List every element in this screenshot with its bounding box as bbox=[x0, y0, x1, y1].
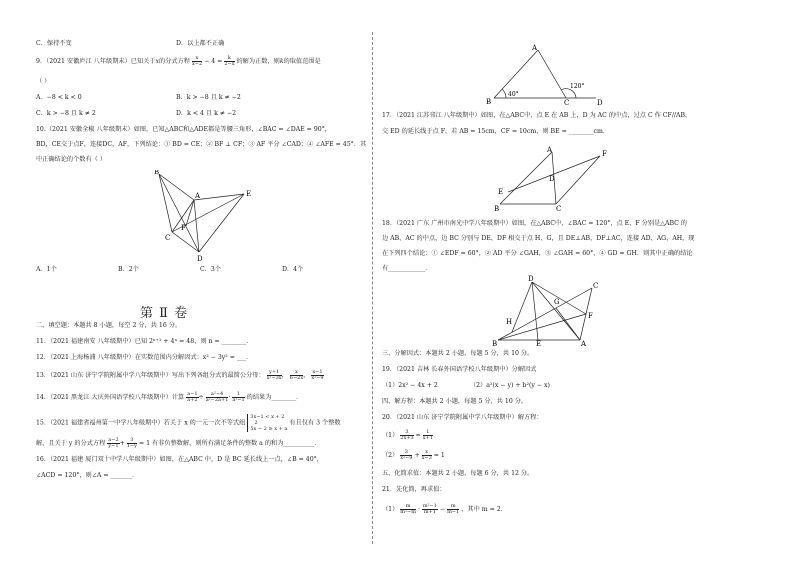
column-divider bbox=[372, 32, 373, 544]
q10-label-b: B bbox=[154, 170, 160, 176]
q10-option-d: D．4个 bbox=[282, 266, 304, 273]
q10-label-e: E bbox=[246, 190, 252, 198]
question-11: 11．（2021 福建南安 八年级期中）已知 2ⁿ⁺¹ + 4ⁿ = 48，则 n = ________． bbox=[36, 338, 253, 345]
fig16-angle-b: 40° bbox=[508, 91, 519, 98]
q18-line-2: 边 AB、AC 的中点，边 BC 分别与 DE、DF 相交于点 H、G，且 DE⊥AB，DF⊥AC，连接 AD、AG、AH，现 bbox=[382, 235, 695, 242]
part4-heading: 四、解方程：本题共 2 小题，每题 5 分，共 10 分。 bbox=[382, 398, 528, 405]
part3-heading: 三、分解因式：本题共 2 小题，每题 5 分，共 10 分。 bbox=[382, 350, 534, 357]
part5-heading: 五、化简求值：本题共 2 小题，每题 6 分，共 12 分。 bbox=[382, 470, 534, 477]
q8-option-c: C．保持不变 bbox=[36, 40, 72, 47]
q10-label-c: C bbox=[165, 234, 171, 242]
fig16-angle-c: 120° bbox=[570, 83, 585, 90]
q9-option-a: A．−8 < k < 0 bbox=[36, 94, 82, 101]
q10-label-f: F bbox=[181, 224, 186, 232]
q10-line-1: 10.（2021 安徽全椒 八年级期末）如图，已知△ABC和△ADE都是等腰三角形，∠BAC = ∠DAE = 90°， bbox=[36, 126, 331, 133]
q21-part-1: （1） $\frac{m}{\text{m²−m}}$ · $\frac{\text{m²−1}}{m+1}$ − $\frac{m}{m-1}$ ，其中 m = 2． bbox=[382, 503, 507, 515]
q16-figure bbox=[486, 44, 616, 106]
q10-option-c: C．3个 bbox=[200, 266, 222, 273]
fig18-label-d: D bbox=[528, 275, 534, 283]
fig18-label-c: C bbox=[593, 282, 599, 290]
fig17-label-d: D bbox=[549, 175, 555, 183]
q9-fraction-2: $\frac{k}{2-x}$ bbox=[224, 55, 235, 67]
fig18-label-h: H bbox=[506, 318, 513, 326]
fig17-label-b: B bbox=[494, 205, 500, 212]
fig18-label-e: E bbox=[536, 340, 542, 346]
fig16-label-a: A bbox=[532, 44, 538, 52]
q9-answer-blank: （ ） bbox=[36, 78, 51, 85]
fig16-label-c: C bbox=[564, 99, 570, 106]
q10-option-a: A．1个 bbox=[36, 266, 57, 273]
question-20: 20．（2021 山东 济宁学院附属中学八年级期中）解方程： bbox=[382, 414, 543, 421]
q9-option-b: B．k > −8 且 k ≠ −2 bbox=[176, 94, 241, 101]
q17-figure bbox=[492, 146, 612, 212]
q10-label-d: D bbox=[197, 255, 203, 262]
q9-option-c: C．k > −8 且 k ≠ 2 bbox=[36, 110, 96, 117]
question-19: 19．（2021 吉林 长春外国语学校八年级期中）分解因式 bbox=[382, 366, 537, 373]
q9-fraction-1: $\frac{x}{x-2}$ bbox=[191, 55, 203, 67]
section-title: 第 Ⅱ 卷 bbox=[140, 306, 189, 321]
question-12: 12．（2021 上海杨浦 八年级期中）在实数范围内分解因式：x² − 3y² = ___． bbox=[36, 354, 253, 361]
q16-line-1: 16．（2021 福建 厦门双十中学八年级期中）如图，在△ABC 中，D 是 BC 延长线上一点，∠B = 40°， bbox=[36, 456, 323, 463]
q18-line-3: 在下列四个结论：① ∠EDF = 60°，② AD 平分 ∠GAH，③ ∠GAH = 60°，④ GD = GH．则其中正确的结论 bbox=[382, 250, 693, 257]
part2-heading: 二、填空题：本题共 8 小题，每空 2 分，共 16 分。 bbox=[36, 322, 182, 329]
q8-option-d: D．以上都不正确 bbox=[176, 40, 225, 47]
q20-part-2: （2） $\frac{3}{\text{x²−9}}$ + $\frac{x}{x-3}$ = 1 bbox=[382, 449, 445, 461]
fig18-label-f: F bbox=[588, 312, 593, 320]
fig16-label-d: D bbox=[597, 99, 603, 106]
question-15: 15．（2021 福建省福州第一中学八年级期中）若关于 x 的一元一次不等式组 3x−1 < x + 2 2 5x − 2 ≥ x + a 有且仅有 3 个整数 bbox=[36, 414, 341, 432]
q18-figure bbox=[492, 274, 602, 346]
fig18-label-g: G bbox=[554, 298, 560, 306]
q10-figure bbox=[154, 170, 264, 262]
question-13: 13．（2021 山东 济宁学院附属中学八年级期中）写出下列各组分式的最简公分母： $\frac{y+1}{\text{x²−3x}}$ ， $\frac{x}{6-2x}$ ， $\frac{x-1}{\text{x²−9}}$ bbox=[36, 369, 324, 381]
fig17-label-a: A bbox=[547, 146, 553, 154]
question-14: 14．（2021 黑龙江 大庆外国语学校八年级期中）计算 $\frac{a-1}{a+2}$ ÷ $\frac{\text{a²−4}}{\text{a²−2a+1}}$ · $\frac{1}{\text{a²−1}}$ 的结果为________． bbox=[36, 391, 303, 403]
q10-label-a: A bbox=[195, 192, 201, 200]
question-9: 9．（2021 安徽庐江 八年级期末）已知关于x的分式方程 $\frac{x}{x-2}$ − 4 = $\frac{k}{2-x}$ 的解为正数，则k的取值范围是 bbox=[36, 55, 321, 67]
q20-part-1: （1） $\frac{3}{2x+3}$ = $\frac{1}{x+1}$ bbox=[382, 429, 433, 441]
fig17-label-e: E bbox=[498, 188, 504, 196]
q10-option-b: B．2个 bbox=[118, 266, 139, 273]
q17-line-2: 交 ED 的延长线于点 F，若 AB = 15cm，CF = 10cm，则 BE = ________cm． bbox=[382, 128, 609, 135]
q19-part-2: （2）a²(x − y) + b²(y − x) bbox=[470, 382, 550, 389]
q9-option-d: D．k < 4 且 k ≠ −2 bbox=[176, 110, 237, 117]
q18-line-1: 18．（2021 广东 广州市南光中学八年级期中）如图，在△ABC中，∠BAC = 120°，点 E、F 分别是△ABC 的 bbox=[382, 220, 687, 227]
q17-line-1: 17．（2021 江苏邗江 八年级期中）如图，在△ABC中，点 E 在 AB 上，D 为 AC 的中点，过点 C 作 CF//AB， bbox=[382, 112, 692, 119]
fig17-label-f: F bbox=[602, 150, 607, 158]
fig17-label-c: C bbox=[556, 205, 562, 212]
q15-inequality-system: 3x−1 < x + 2 2 5x − 2 ≥ x + a bbox=[247, 414, 287, 432]
q18-line-4: 有____________． bbox=[382, 265, 432, 272]
fig18-label-b: B bbox=[492, 340, 498, 346]
q10-line-3: 中正确结论的个数有（ ） bbox=[36, 156, 107, 163]
question-15-line-2: 解，且关于 y 的分式方程 $\frac{a-2}{y-1}$ + $\frac{3}{1-y}$ = 1 有非负整数解，则所有满足条件的整数 a 的和为__________． bbox=[36, 437, 321, 449]
question-21: 21．先化简，再求值： bbox=[382, 486, 446, 493]
fig16-label-b: B bbox=[486, 98, 492, 106]
q10-line-2: BD，CE交于点F，连接DC，AF，下列结论：① BD = CE；② BF ⊥ CF；③ AF 平分 ∠CAD；④ ∠AFE = 45°．其 bbox=[36, 141, 367, 148]
q19-part-1: （1）2x² − 4x + 2 bbox=[382, 382, 438, 389]
q16-line-2: ∠ACD = 120°，则∠A = _______． bbox=[36, 472, 139, 479]
fig18-label-a: A bbox=[581, 340, 587, 346]
